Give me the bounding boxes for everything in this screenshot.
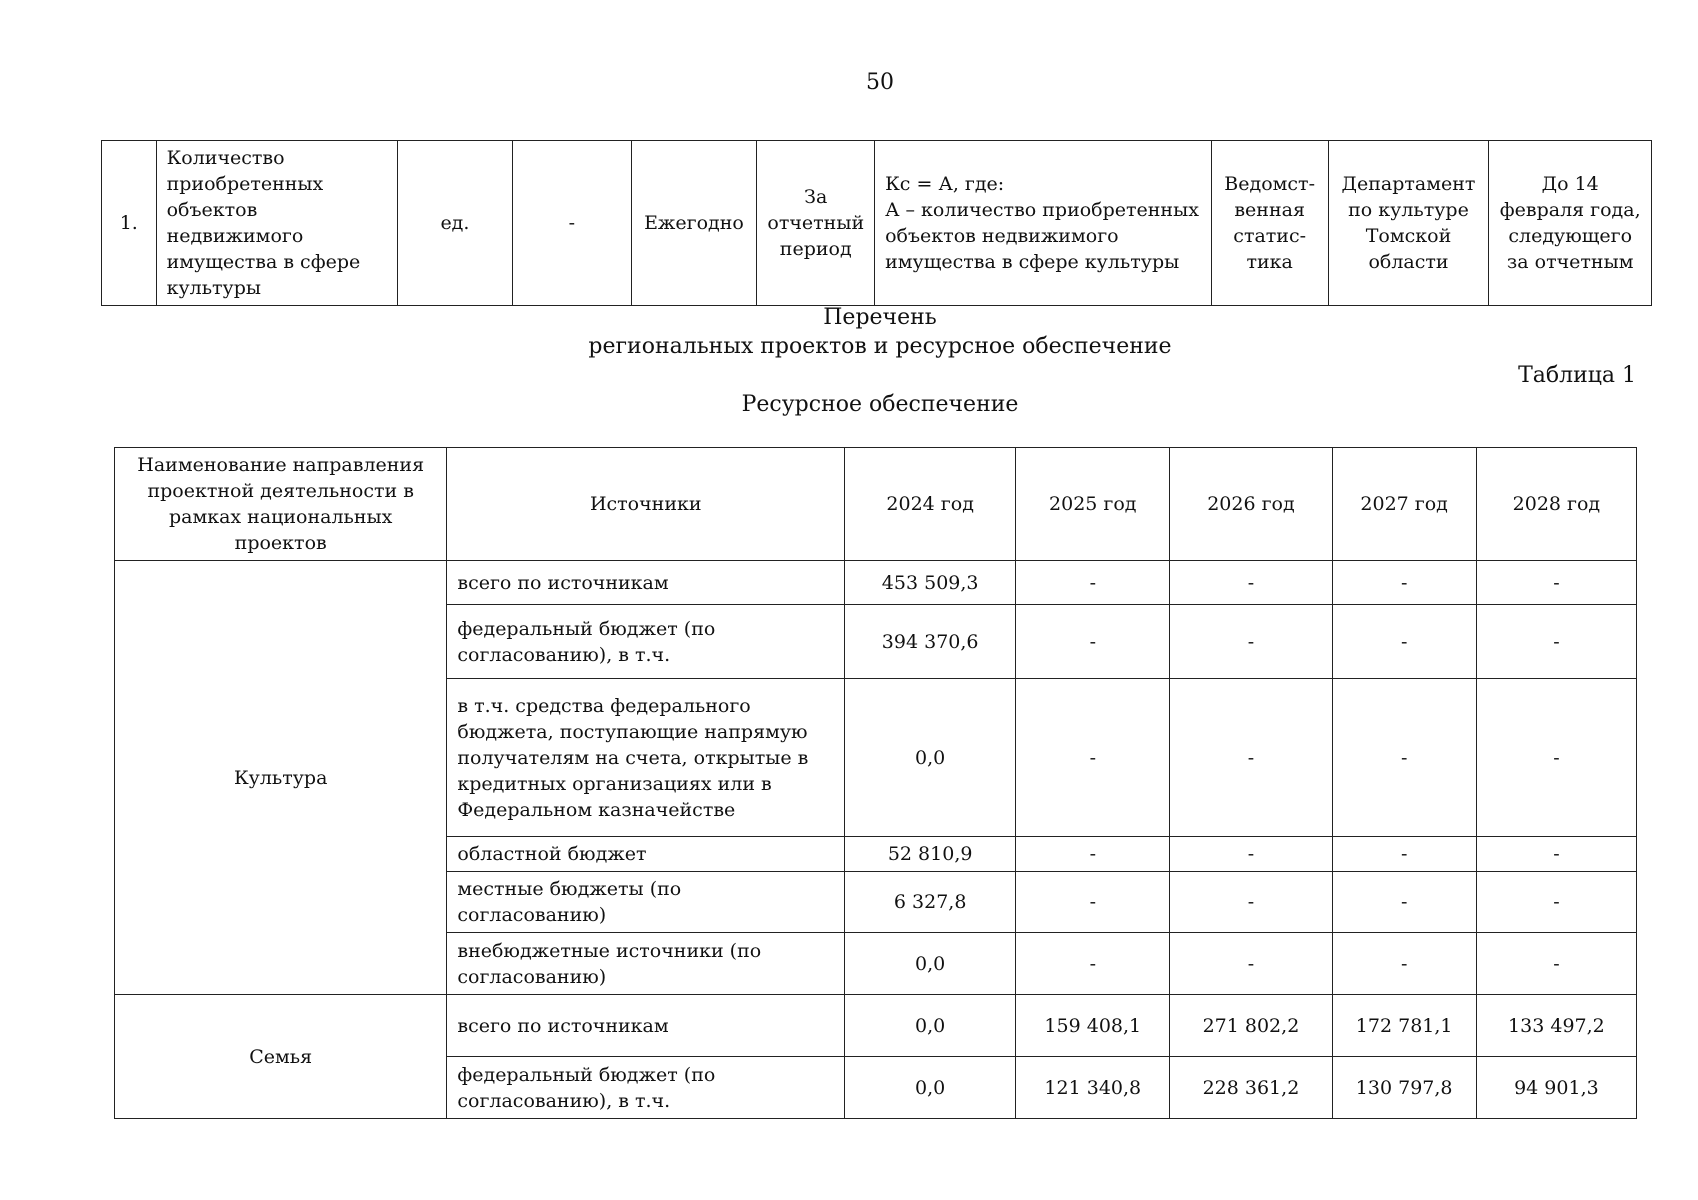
value-cell: - [1016, 605, 1170, 679]
table-row [115, 561, 1637, 605]
header-2028: 2028 год [1476, 448, 1636, 561]
value-cell: 394 370,6 [845, 605, 1016, 679]
indicator-formula [875, 141, 1212, 306]
value-cell: - [1332, 872, 1476, 933]
table-label: Таблица 1 [1518, 363, 1636, 388]
indicator-table [101, 140, 1652, 306]
value-cell: - [1476, 837, 1636, 872]
value-cell: - [1476, 561, 1636, 605]
indicator-period: За отчетный период [757, 141, 875, 306]
value-cell: - [1170, 933, 1332, 995]
source-name: в т.ч. средства федерального бюджета, поступающие напрямую получателям на счета, открытые в кредитных организациях или в Федеральном казначействе [447, 679, 845, 837]
value-cell: - [1016, 837, 1170, 872]
header-2025: 2025 год [1016, 448, 1170, 561]
header-sources: Источники [447, 448, 845, 561]
resource-table [114, 447, 1637, 1119]
header-2024: 2024 год [845, 448, 1016, 561]
indicator-name: Количество приобретенных объектов недвижимого имущества в сфере культуры [156, 141, 397, 306]
value-cell: - [1170, 605, 1332, 679]
indicator-frequency: Ежегодно [631, 141, 757, 306]
value-cell: - [1170, 679, 1332, 837]
value-cell: - [1476, 605, 1636, 679]
source-name: внебюджетные источники (по согласованию) [447, 933, 845, 995]
value-cell: 271 802,2 [1170, 995, 1332, 1057]
direction-name: Семья [115, 995, 447, 1119]
value-cell: 6 327,8 [845, 872, 1016, 933]
indicator-deadline: До 14 февраля года, следующего за отчетным [1489, 141, 1652, 306]
value-cell: - [1332, 561, 1476, 605]
header-2026: 2026 год [1170, 448, 1332, 561]
table-title: Ресурсное обеспечение [741, 392, 1019, 417]
row-number: 1. [102, 141, 157, 306]
value-cell: 159 408,1 [1016, 995, 1170, 1057]
source-name: всего по источникам [447, 995, 845, 1057]
indicator-source: Ведомст-венная статис-тика [1211, 141, 1328, 306]
source-name: местные бюджеты (по согласованию) [447, 872, 845, 933]
value-cell: 453 509,3 [845, 561, 1016, 605]
source-name: федеральный бюджет (по согласованию), в т.ч. [447, 1057, 845, 1119]
indicator-responsible: Департамент по культуре Томской области [1328, 141, 1489, 306]
indicator-direction: - [513, 141, 632, 306]
value-cell: 94 901,3 [1476, 1057, 1636, 1119]
value-cell: - [1016, 679, 1170, 837]
table-row [115, 995, 1637, 1057]
value-cell: 0,0 [845, 995, 1016, 1057]
value-cell: 0,0 [845, 933, 1016, 995]
section-title: Перечень [823, 305, 937, 330]
header-direction: Наименование направления проектной деятельности в рамках национальных проектов [115, 448, 447, 561]
value-cell: - [1016, 933, 1170, 995]
value-cell: 130 797,8 [1332, 1057, 1476, 1119]
source-name: федеральный бюджет (по согласованию), в т.ч. [447, 605, 845, 679]
formula-line-1: Кс = А, где: [885, 173, 1005, 195]
value-cell: 133 497,2 [1476, 995, 1636, 1057]
value-cell: 0,0 [845, 1057, 1016, 1119]
source-name: всего по источникам [447, 561, 845, 605]
value-cell: 0,0 [845, 679, 1016, 837]
value-cell: 228 361,2 [1170, 1057, 1332, 1119]
value-cell: - [1476, 933, 1636, 995]
indicator-unit: ед. [397, 141, 512, 306]
header-2027: 2027 год [1332, 448, 1476, 561]
value-cell: - [1170, 561, 1332, 605]
value-cell: - [1016, 561, 1170, 605]
table-row [102, 141, 1652, 306]
source-name: областной бюджет [447, 837, 845, 872]
value-cell: 121 340,8 [1016, 1057, 1170, 1119]
value-cell: - [1016, 872, 1170, 933]
value-cell: - [1332, 605, 1476, 679]
value-cell: - [1332, 679, 1476, 837]
value-cell: 172 781,1 [1332, 995, 1476, 1057]
value-cell: - [1476, 679, 1636, 837]
value-cell: - [1332, 837, 1476, 872]
value-cell: - [1476, 872, 1636, 933]
direction-name: Культура [115, 561, 447, 995]
page-number: 50 [866, 70, 894, 95]
value-cell: - [1170, 872, 1332, 933]
formula-line-2: А – количество приобретенных объектов недвижимого имущества в сфере культуры [885, 199, 1199, 273]
section-subtitle: региональных проектов и ресурсное обеспечение [588, 334, 1172, 359]
value-cell: - [1170, 837, 1332, 872]
value-cell: 52 810,9 [845, 837, 1016, 872]
value-cell: - [1332, 933, 1476, 995]
header-row [115, 448, 1637, 561]
